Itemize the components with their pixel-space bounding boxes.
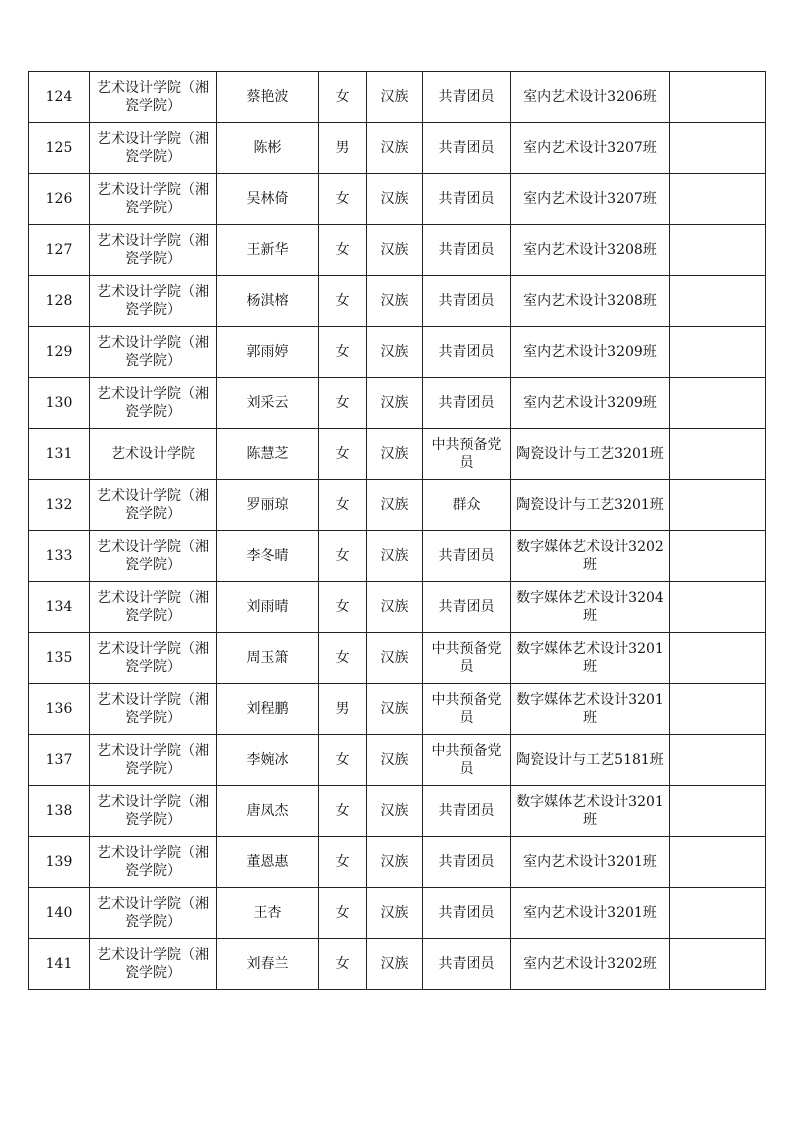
table-row <box>29 225 766 276</box>
remark-cell <box>670 837 766 888</box>
political-status-cell: 共青团员 <box>423 225 511 276</box>
class-cell: 室内艺术设计3208班 <box>511 276 670 327</box>
student-name-cell: 王杏 <box>217 888 319 939</box>
student-name-cell: 刘采云 <box>217 378 319 429</box>
ethnicity-cell: 汉族 <box>367 837 423 888</box>
ethnicity-cell: 汉族 <box>367 888 423 939</box>
college-cell: 艺术设计学院（湘瓷学院） <box>90 276 217 327</box>
table-row <box>29 480 766 531</box>
student-name-cell: 陈彬 <box>217 123 319 174</box>
table-row <box>29 327 766 378</box>
ethnicity-cell: 汉族 <box>367 174 423 225</box>
class-cell: 数字媒体艺术设计3204班 <box>511 582 670 633</box>
remark-cell <box>670 72 766 123</box>
remark-cell <box>670 582 766 633</box>
political-status-cell: 共青团员 <box>423 123 511 174</box>
student-name-cell: 蔡艳波 <box>217 72 319 123</box>
political-status-cell: 共青团员 <box>423 531 511 582</box>
student-name-cell: 周玉箫 <box>217 633 319 684</box>
remark-cell <box>670 939 766 990</box>
political-status-cell: 共青团员 <box>423 888 511 939</box>
ethnicity-cell: 汉族 <box>367 480 423 531</box>
political-status-cell: 共青团员 <box>423 276 511 327</box>
class-cell: 陶瓷设计与工艺3201班 <box>511 480 670 531</box>
college-cell: 艺术设计学院（湘瓷学院） <box>90 174 217 225</box>
table-row <box>29 633 766 684</box>
college-cell: 艺术设计学院（湘瓷学院） <box>90 888 217 939</box>
table-row <box>29 174 766 225</box>
remark-cell <box>670 327 766 378</box>
remark-cell <box>670 429 766 480</box>
political-status-cell: 共青团员 <box>423 174 511 225</box>
class-cell: 室内艺术设计3209班 <box>511 327 670 378</box>
row-number: 131 <box>29 429 90 480</box>
college-cell: 艺术设计学院（湘瓷学院） <box>90 684 217 735</box>
student-name-cell: 董恩惠 <box>217 837 319 888</box>
college-cell: 艺术设计学院（湘瓷学院） <box>90 786 217 837</box>
row-number: 140 <box>29 888 90 939</box>
ethnicity-cell: 汉族 <box>367 531 423 582</box>
ethnicity-cell: 汉族 <box>367 276 423 327</box>
ethnicity-cell: 汉族 <box>367 786 423 837</box>
remark-cell <box>670 735 766 786</box>
remark-cell <box>670 123 766 174</box>
ethnicity-cell: 汉族 <box>367 327 423 378</box>
gender-cell: 女 <box>319 837 367 888</box>
remark-cell <box>670 531 766 582</box>
student-name-cell: 刘程鹏 <box>217 684 319 735</box>
class-cell: 陶瓷设计与工艺5181班 <box>511 735 670 786</box>
college-cell: 艺术设计学院（湘瓷学院） <box>90 378 217 429</box>
political-status-cell: 共青团员 <box>423 327 511 378</box>
gender-cell: 女 <box>319 225 367 276</box>
student-roster-table <box>28 71 766 990</box>
class-cell: 数字媒体艺术设计3201班 <box>511 633 670 684</box>
college-cell: 艺术设计学院（湘瓷学院） <box>90 837 217 888</box>
student-name-cell: 刘春兰 <box>217 939 319 990</box>
table-row <box>29 531 766 582</box>
college-cell: 艺术设计学院（湘瓷学院） <box>90 939 217 990</box>
remark-cell <box>670 633 766 684</box>
gender-cell: 女 <box>319 888 367 939</box>
row-number: 135 <box>29 633 90 684</box>
student-name-cell: 郭雨婷 <box>217 327 319 378</box>
gender-cell: 女 <box>319 633 367 684</box>
row-number: 134 <box>29 582 90 633</box>
remark-cell <box>670 786 766 837</box>
political-status-cell: 中共预备党员 <box>423 684 511 735</box>
gender-cell: 女 <box>319 72 367 123</box>
class-cell: 室内艺术设计3207班 <box>511 174 670 225</box>
row-number: 124 <box>29 72 90 123</box>
row-number: 130 <box>29 378 90 429</box>
college-cell: 艺术设计学院（湘瓷学院） <box>90 633 217 684</box>
ethnicity-cell: 汉族 <box>367 123 423 174</box>
row-number: 138 <box>29 786 90 837</box>
table-row <box>29 939 766 990</box>
gender-cell: 女 <box>319 786 367 837</box>
student-name-cell: 陈慧芝 <box>217 429 319 480</box>
gender-cell: 女 <box>319 480 367 531</box>
ethnicity-cell: 汉族 <box>367 939 423 990</box>
table-row <box>29 429 766 480</box>
college-cell: 艺术设计学院（湘瓷学院） <box>90 480 217 531</box>
ethnicity-cell: 汉族 <box>367 429 423 480</box>
remark-cell <box>670 174 766 225</box>
ethnicity-cell: 汉族 <box>367 225 423 276</box>
table-row <box>29 123 766 174</box>
college-cell: 艺术设计学院（湘瓷学院） <box>90 531 217 582</box>
row-number: 137 <box>29 735 90 786</box>
gender-cell: 女 <box>319 174 367 225</box>
class-cell: 室内艺术设计3207班 <box>511 123 670 174</box>
class-cell: 室内艺术设计3201班 <box>511 888 670 939</box>
remark-cell <box>670 225 766 276</box>
row-number: 129 <box>29 327 90 378</box>
table-row <box>29 72 766 123</box>
ethnicity-cell: 汉族 <box>367 582 423 633</box>
remark-cell <box>670 684 766 735</box>
row-number: 139 <box>29 837 90 888</box>
table-row <box>29 276 766 327</box>
remark-cell <box>670 378 766 429</box>
political-status-cell: 共青团员 <box>423 72 511 123</box>
political-status-cell: 中共预备党员 <box>423 429 511 480</box>
remark-cell <box>670 888 766 939</box>
row-number: 128 <box>29 276 90 327</box>
college-cell: 艺术设计学院（湘瓷学院） <box>90 123 217 174</box>
row-number: 126 <box>29 174 90 225</box>
gender-cell: 女 <box>319 276 367 327</box>
class-cell: 室内艺术设计3206班 <box>511 72 670 123</box>
gender-cell: 女 <box>319 531 367 582</box>
class-cell: 数字媒体艺术设计3201班 <box>511 786 670 837</box>
political-status-cell: 中共预备党员 <box>423 633 511 684</box>
political-status-cell: 共青团员 <box>423 837 511 888</box>
row-number: 133 <box>29 531 90 582</box>
class-cell: 室内艺术设计3208班 <box>511 225 670 276</box>
political-status-cell: 中共预备党员 <box>423 735 511 786</box>
student-name-cell: 李冬晴 <box>217 531 319 582</box>
table-row <box>29 735 766 786</box>
student-name-cell: 王新华 <box>217 225 319 276</box>
ethnicity-cell: 汉族 <box>367 735 423 786</box>
college-cell: 艺术设计学院（湘瓷学院） <box>90 735 217 786</box>
gender-cell: 男 <box>319 684 367 735</box>
political-status-cell: 共青团员 <box>423 786 511 837</box>
college-cell: 艺术设计学院（湘瓷学院） <box>90 72 217 123</box>
class-cell: 室内艺术设计3202班 <box>511 939 670 990</box>
college-cell: 艺术设计学院（湘瓷学院） <box>90 582 217 633</box>
remark-cell <box>670 480 766 531</box>
row-number: 125 <box>29 123 90 174</box>
student-name-cell: 杨淇榕 <box>217 276 319 327</box>
gender-cell: 女 <box>319 378 367 429</box>
table-row <box>29 582 766 633</box>
ethnicity-cell: 汉族 <box>367 684 423 735</box>
gender-cell: 男 <box>319 123 367 174</box>
college-cell: 艺术设计学院（湘瓷学院） <box>90 327 217 378</box>
gender-cell: 女 <box>319 582 367 633</box>
gender-cell: 女 <box>319 939 367 990</box>
college-cell: 艺术设计学院（湘瓷学院） <box>90 225 217 276</box>
row-number: 132 <box>29 480 90 531</box>
college-cell: 艺术设计学院 <box>90 429 217 480</box>
political-status-cell: 共青团员 <box>423 939 511 990</box>
class-cell: 室内艺术设计3209班 <box>511 378 670 429</box>
political-status-cell: 共青团员 <box>423 582 511 633</box>
table-row <box>29 684 766 735</box>
ethnicity-cell: 汉族 <box>367 633 423 684</box>
table-row <box>29 837 766 888</box>
remark-cell <box>670 276 766 327</box>
student-name-cell: 李婉冰 <box>217 735 319 786</box>
student-name-cell: 吴林倚 <box>217 174 319 225</box>
gender-cell: 女 <box>319 327 367 378</box>
table-row <box>29 786 766 837</box>
ethnicity-cell: 汉族 <box>367 378 423 429</box>
class-cell: 数字媒体艺术设计3202班 <box>511 531 670 582</box>
ethnicity-cell: 汉族 <box>367 72 423 123</box>
political-status-cell: 共青团员 <box>423 378 511 429</box>
gender-cell: 女 <box>319 429 367 480</box>
row-number: 136 <box>29 684 90 735</box>
gender-cell: 女 <box>319 735 367 786</box>
roster-body <box>29 72 766 990</box>
row-number: 141 <box>29 939 90 990</box>
political-status-cell: 群众 <box>423 480 511 531</box>
table-row <box>29 378 766 429</box>
student-name-cell: 罗丽琼 <box>217 480 319 531</box>
student-name-cell: 刘雨晴 <box>217 582 319 633</box>
class-cell: 室内艺术设计3201班 <box>511 837 670 888</box>
row-number: 127 <box>29 225 90 276</box>
student-name-cell: 唐凤杰 <box>217 786 319 837</box>
class-cell: 陶瓷设计与工艺3201班 <box>511 429 670 480</box>
class-cell: 数字媒体艺术设计3201班 <box>511 684 670 735</box>
table-row <box>29 888 766 939</box>
